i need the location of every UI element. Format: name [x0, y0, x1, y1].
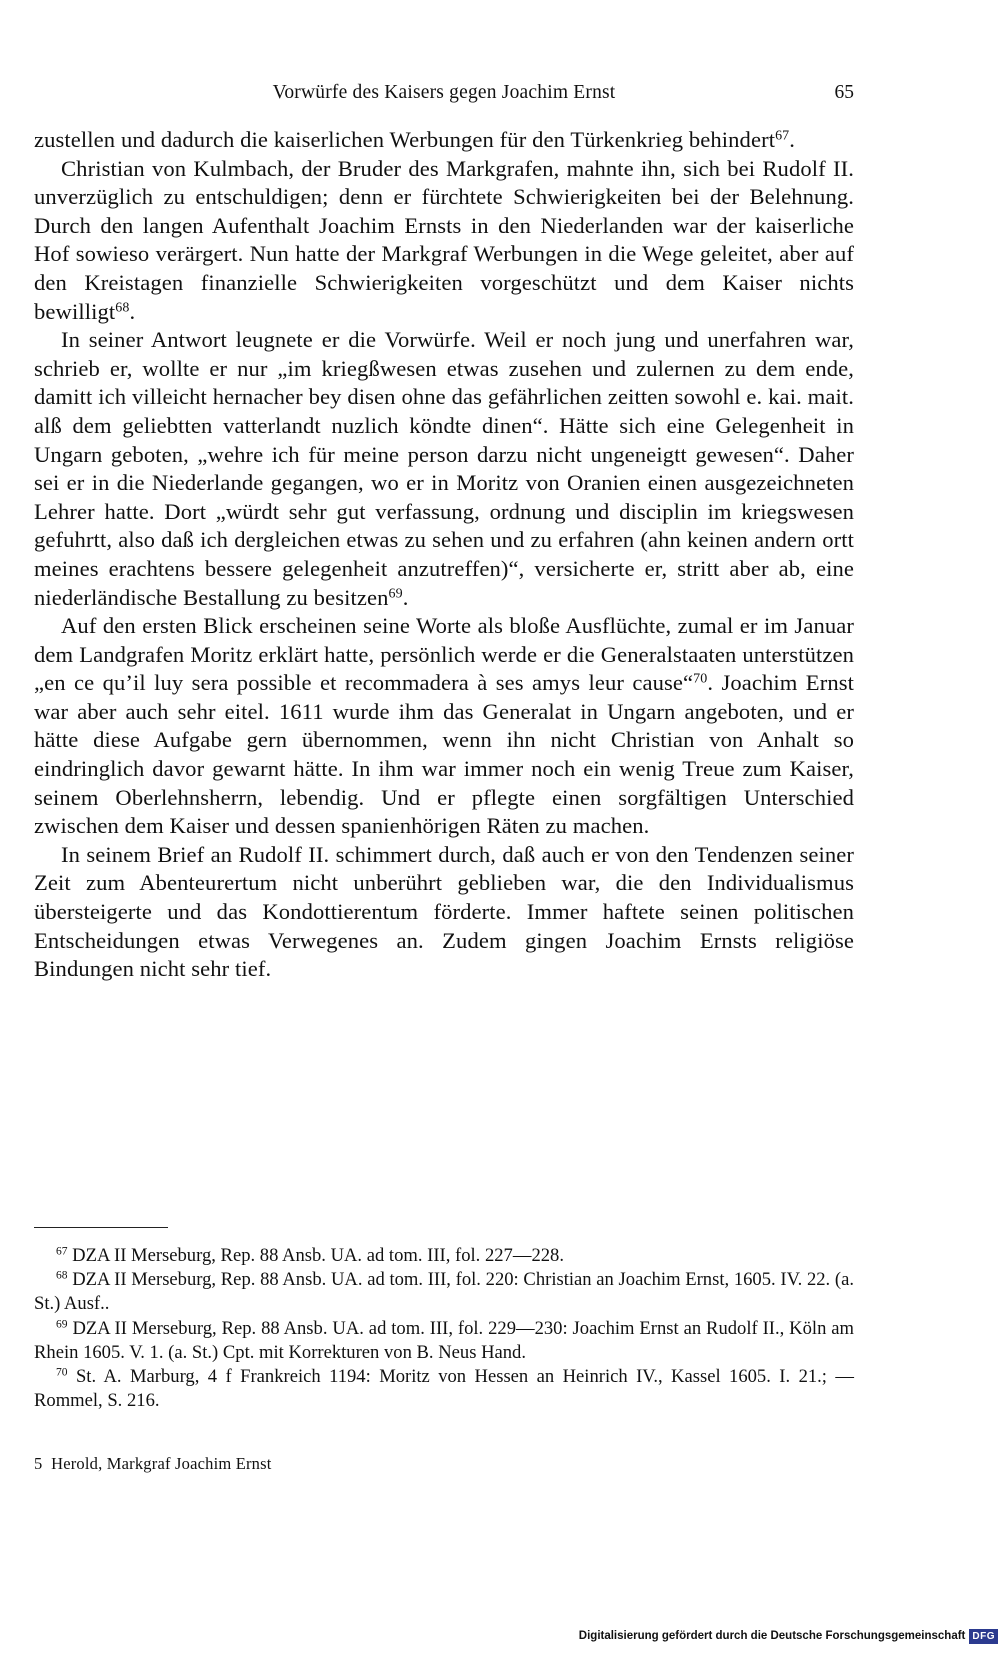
- footnote-divider: [34, 1227, 168, 1228]
- paragraph-text: . Joachim Ernst war aber auch sehr eitel. 1611 wurde ihm das Generalat in Ungarn angeboten, und er hätte diese Aufgabe gern übernommen, wenn ihn nicht Christian von Anhalt so eindringlich davor gewarnt hätte. In ihm war immer noch ein wenig Treue zum Kaiser, seinem Oberlehnsherrn, lebendig. Und er pflegte einen sorgfältigen Unterschied zwischen dem Kaiser und dessen spanienhörigen Räten zu machen.: [34, 670, 854, 839]
- paragraph-5: [34, 841, 854, 984]
- footnote-ref-67[interactable]: 67: [775, 128, 790, 144]
- dfg-logo: DFG: [969, 1629, 998, 1644]
- footnotes: [34, 1244, 854, 1413]
- paragraph-text: In seiner Antwort leugnete er die Vorwürfe. Weil er noch jung und unerfahren war, schrieb er, wollte er nur „im kriegßwesen etwas zusehen und zulernen zu dem ende, damitt ich villeicht hernacher bey disen ohne das gefährlichen zeitten sowohl e. kai. mait. alß dem geliebtten vatterlandt nuzlich köndte dinen“. Hätte sich eine Gelegenheit in Ungarn geboten, „wehre ich für meine person darzu nicht ungeneigtt gewesen“. Daher sei er in die Niederlande gegangen, wo er in Moritz von Oranien einen ausgezeichneten Lehrer hatte. Dort „würdt sehr gut verfassung, ordnung und disciplin im kriegswesen gefuhrtt, also daß ich dergleichen etwas zu sehen und zu erfahren (ahn keinen andern ortt meines erachtens bessere gelegenheit anzutreffen)“, versicherte er, stritt aber ab, eine niederländische Bestallung zu besitzen: [34, 327, 854, 610]
- footnote-ref-68[interactable]: 68: [115, 299, 130, 315]
- paragraph-3: [34, 326, 854, 612]
- footnote-ref-69[interactable]: 69: [388, 585, 403, 601]
- running-head: [34, 82, 854, 114]
- footnote-number: 70: [56, 1366, 68, 1379]
- footnote-ref-70[interactable]: 70: [693, 671, 708, 687]
- footnote-text: DZA II Merseburg, Rep. 88 Ansb. UA. ad tom. III, fol. 227—228.: [72, 1245, 564, 1266]
- printer-signature: 5 Herold, Markgraf Joachim Ernst: [34, 1454, 272, 1473]
- footnote-70: [34, 1365, 854, 1413]
- footnote-number: 68: [56, 1269, 68, 1282]
- footnote-number: 69: [56, 1318, 68, 1331]
- footnote-text: St. A. Marburg, 4 f Frankreich 1194: Moritz von Hessen an Heinrich IV., Kassel 1605. I. 21.; — Rommel, S. 216.: [34, 1366, 854, 1412]
- sentence-end: .: [789, 127, 796, 152]
- paragraph-1: [34, 126, 854, 155]
- body-text: [34, 126, 854, 984]
- paragraph-text: Auf den ersten Blick erscheinen seine Worte als bloße Ausflüchte, zumal er im Januar dem Landgrafen Moritz erklärt hatte, persönlich werde er die Generalstaaten unterstützen „en ce qu’il luy sera possible et recommadera à ses amys leur cause“: [34, 613, 854, 696]
- paragraph-text: zustellen und dadurch die kaiserlichen Werbungen für den Türkenkrieg behindert: [34, 127, 776, 152]
- running-title: Vorwürfe des Kaisers gegen Joachim Ernst: [272, 82, 616, 103]
- sentence-end: .: [402, 584, 409, 610]
- digitization-credit-text: Digitalisierung gefördert durch die Deutsche Forschungsgemeinschaft: [578, 1630, 966, 1642]
- footnote-69: [34, 1317, 854, 1365]
- page-number: 65: [834, 82, 854, 103]
- footnote-67: [34, 1244, 854, 1268]
- digitization-credit: [579, 1625, 998, 1647]
- paragraph-4: [34, 612, 854, 841]
- paragraph-text: Christian von Kulmbach, der Bruder des Markgrafen, mahnte ihn, sich bei Rudolf II. unverzüglich zu entschuldigen; denn er fürchtete Schwierigkeiten bei der Belehnung. Durch den langen Aufenthalt Joachim Ernsts in den Niederlanden war der kaiserliche Hof sowieso verärgert. Nun hatte der Markgraf Werbungen in die Wege geleitet, aber auf den Kreistagen finanzielle Schwierigkeiten vorgeschützt und dem Kaiser nichts bewilligt: [34, 155, 854, 324]
- paragraph-text: In seinem Brief an Rudolf II. schimmert durch, daß auch er von den Tendenzen seiner Zeit zum Abenteurertum nicht unberührt geblieben war, die den Individualismus übersteigerte und das Kondottierentum förderte. Immer haftete seinen politischen Entscheidungen etwas Verwegenes an. Zudem gingen Joachim Ernsts religiöse Bindungen nicht sehr tief.: [34, 841, 854, 982]
- footnote-number: 67: [56, 1245, 68, 1258]
- paragraph-2: [34, 155, 854, 327]
- sentence-end: .: [129, 298, 136, 324]
- footnote-text: DZA II Merseburg, Rep. 88 Ansb. UA. ad tom. III, fol. 220: Christian an Joachim Ernst, 1605. IV. 22. (a. St.) Ausf..: [34, 1269, 854, 1315]
- footnote-68: [34, 1268, 854, 1316]
- footnote-text: DZA II Merseburg, Rep. 88 Ansb. UA. ad tom. III, fol. 229—230: Joachim Ernst an Rudolf II., Köln am Rhein 1605. V. 1. (a. St.) Cpt. mit Korrekturen von B. Neus Hand.: [34, 1317, 854, 1363]
